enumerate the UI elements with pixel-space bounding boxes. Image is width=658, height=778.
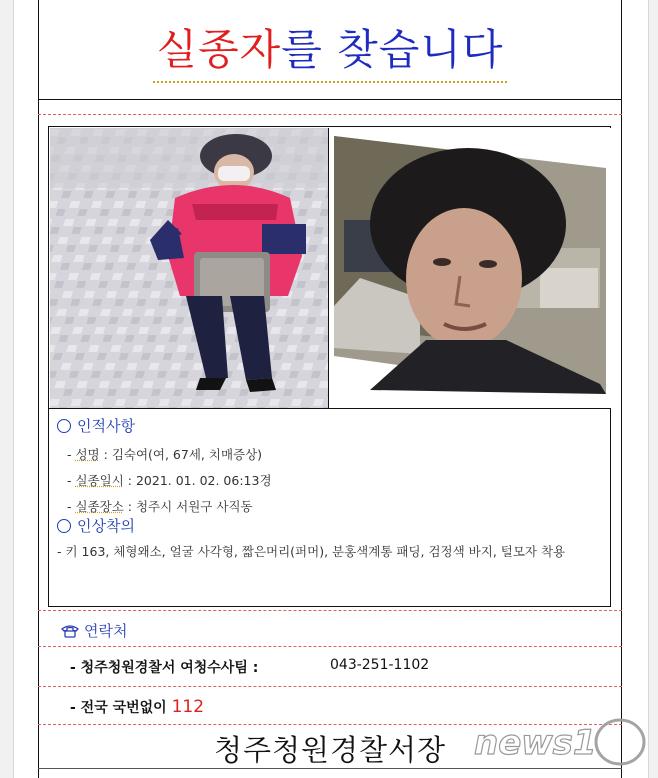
info-label: 실종장소 [75, 499, 124, 514]
info-row-date: - 실종일시 : 2021. 01. 02. 06:13경 [67, 473, 272, 488]
watermark-ring [596, 720, 644, 764]
emergency-number: 112 [171, 697, 205, 717]
info-label: 실종일시 [75, 473, 124, 488]
info-row-place: - 실종장소 : 청주시 서원구 사직동 [67, 499, 253, 514]
page-edge-right [648, 0, 658, 778]
contact-heading [60, 620, 127, 641]
info-section [48, 409, 611, 607]
cctv-photo-image [50, 128, 329, 408]
watermark-text: news1 [474, 723, 597, 763]
cctv-photo [50, 128, 329, 408]
appearance-heading [57, 515, 135, 536]
appearance-heading-text: 인상착의 [77, 517, 135, 535]
portrait-photo-image [330, 128, 611, 408]
title-rest: 를 찾습니다 [281, 24, 504, 74]
divider [38, 114, 622, 115]
contact-heading-text: 연락처 [84, 622, 128, 640]
page-edge-left [0, 0, 14, 778]
circle-bullet-icon [57, 519, 71, 533]
circle-bullet-icon [57, 419, 71, 433]
national-contact [70, 697, 204, 717]
telephone-icon [60, 624, 80, 638]
divider [38, 686, 622, 687]
station-contact-label: - 청주청원경찰서 여청수사팀 : [70, 660, 259, 676]
national-contact-label: - 전국 국번없이 [70, 700, 172, 716]
info-value: 2021. 01. 02. 06:13경 [135, 473, 272, 488]
info-value: 김숙여(여, 67세, 치매증상) [111, 447, 263, 462]
info-value: 청주시 서원구 사직동 [135, 499, 253, 514]
photo-row [48, 126, 611, 409]
police-chief-signature: 청주청원경찰서장 [213, 733, 447, 767]
page-title [153, 17, 508, 83]
personal-info-heading-text: 인적사항 [77, 417, 135, 435]
station-phone: 043-251-1102 [330, 657, 430, 673]
divider [38, 646, 622, 647]
info-label: 성명 [75, 447, 100, 462]
personal-info-heading [57, 415, 135, 436]
portrait-photo-frame [330, 128, 611, 408]
title-highlight: 실종자 [156, 24, 282, 74]
appearance-description: - 키 163, 체형왜소, 얼굴 사각형, 짧은머리(퍼머), 분홍색계통 패딩, 검정색 바지, 털모자 착용 [57, 544, 566, 559]
info-row-name: - 성명 : 김숙여(여, 67세, 치매증상) [67, 447, 263, 462]
title-box [38, 0, 622, 100]
news1-watermark [470, 712, 650, 770]
divider [38, 610, 622, 611]
